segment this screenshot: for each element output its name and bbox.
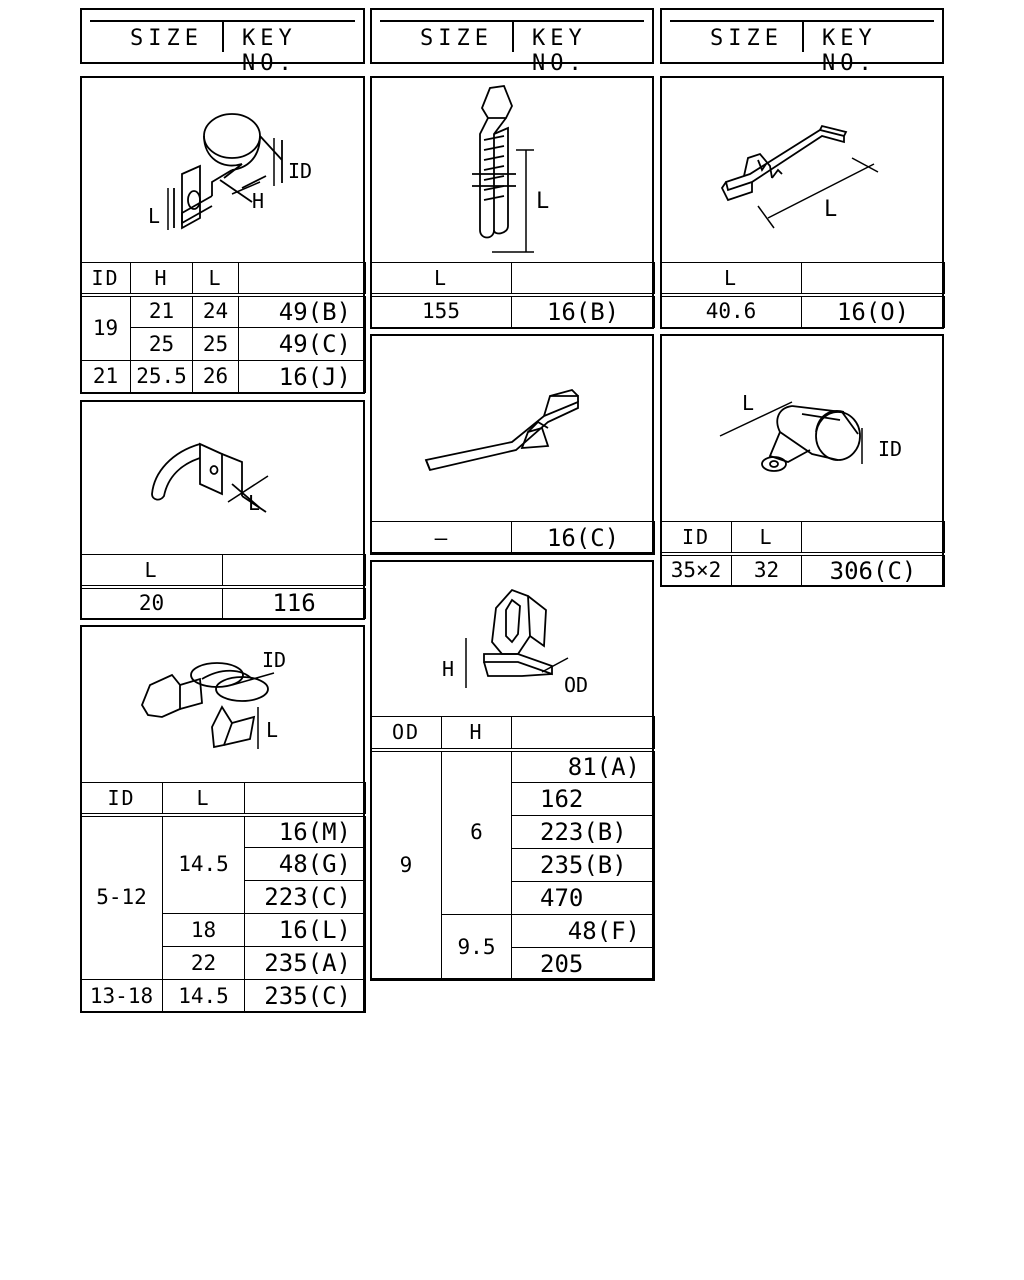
clamp-f-id-label: ID — [878, 437, 903, 461]
cell-l: 155 — [371, 295, 512, 328]
cell-id: 21 — [81, 361, 131, 393]
cell-size: — — [371, 522, 512, 555]
col-header: H — [442, 717, 512, 750]
cell-key: 16(B) — [512, 295, 655, 328]
clamp-g-l-label: L — [266, 718, 279, 742]
cell-id: 5-12 — [81, 815, 163, 980]
cell-key: 16(C) — [512, 522, 655, 555]
cell-key: 49(B) — [239, 295, 366, 328]
clamp-f-drawing — [662, 336, 942, 522]
header-key-label: KEY NO. — [822, 26, 877, 76]
cell-key: 235(C) — [245, 980, 366, 1013]
clamp-a-l-label: L — [148, 204, 161, 228]
col-header — [802, 263, 945, 295]
cell-l: 20 — [81, 587, 223, 619]
cell-l: 22 — [163, 947, 245, 980]
clamp-d-drawing — [82, 402, 363, 552]
col-header — [512, 263, 655, 295]
cell-key: 223(B) — [512, 816, 655, 849]
cell-l: 24 — [193, 295, 239, 328]
cell-l: 14.5 — [163, 980, 245, 1013]
col-header — [223, 555, 366, 587]
clamp-d-table — [80, 554, 366, 619]
cell-l: 25 — [193, 328, 239, 361]
cell-key: 235(A) — [245, 947, 366, 980]
cell-key: 81(A) — [512, 750, 655, 783]
cell-h: 9.5 — [442, 915, 512, 981]
header-size-label: SIZE — [130, 26, 203, 51]
header-col-1 — [80, 8, 365, 76]
header-size-label: SIZE — [710, 26, 783, 51]
header-size-label: SIZE — [420, 26, 493, 51]
clamp-h-h-label: H — [442, 657, 455, 681]
cell-h: 21 — [131, 295, 193, 328]
cell-h: 6 — [442, 750, 512, 915]
cell-id: 35×2 — [661, 554, 732, 587]
col-header: L — [661, 263, 802, 295]
clamp-h-drawing — [372, 562, 652, 718]
clamp-f-table — [660, 521, 945, 587]
cell-key: 48(G) — [245, 848, 366, 881]
clamp-a-h-label: H — [252, 189, 265, 213]
clamp-g-drawing — [82, 627, 363, 783]
clamp-a-id-label: ID — [288, 159, 313, 183]
col-header: L — [193, 263, 239, 295]
header-divider — [802, 22, 804, 52]
col-header: ID — [661, 522, 732, 554]
clamp-h-od-label: OD — [564, 673, 589, 697]
cell-key: 116 — [223, 587, 366, 619]
cell-h: 25.5 — [131, 361, 193, 393]
cell-id: 13-18 — [81, 980, 163, 1013]
col-header: L — [371, 263, 512, 295]
col-header: H — [131, 263, 193, 295]
cell-key: 16(O) — [802, 295, 945, 328]
cell-key: 205 — [512, 948, 655, 981]
cell-key: 16(J) — [239, 361, 366, 393]
col-header — [245, 783, 366, 815]
clamp-f-l-label: L — [742, 391, 755, 415]
cell-l: 40.6 — [661, 295, 802, 328]
col-header: L — [81, 555, 223, 587]
col-header: OD — [371, 717, 442, 750]
clamp-d-l-label: L — [248, 491, 261, 515]
col-header: L — [163, 783, 245, 815]
cell-key: 470 — [512, 882, 655, 915]
header-divider — [512, 22, 514, 52]
cell-key: 162 — [512, 783, 655, 816]
col-header: ID — [81, 783, 163, 815]
cell-l: 26 — [193, 361, 239, 393]
cell-key: 49(C) — [239, 328, 366, 361]
cell-key: 16(M) — [245, 815, 366, 848]
col-header: ID — [81, 263, 131, 295]
cell-l: 32 — [732, 554, 802, 587]
header-key-label: KEY NO. — [242, 26, 297, 76]
header-key-label: KEY NO. — [532, 26, 587, 76]
clamp-h-table — [370, 716, 655, 981]
clamp-b-table — [370, 262, 655, 328]
clamp-a-table — [80, 262, 366, 393]
cell-l: 14.5 — [163, 815, 245, 914]
clamp-e-drawing — [372, 336, 652, 522]
clamp-c-drawing — [662, 78, 942, 263]
clamp-b-drawing — [372, 78, 652, 263]
header-col-3 — [660, 8, 944, 76]
cell-l: 18 — [163, 914, 245, 947]
col-header — [512, 717, 655, 750]
clamp-a-drawing — [82, 78, 363, 263]
clamp-g-id-label: ID — [262, 648, 287, 672]
clamp-c-table — [660, 262, 945, 328]
clamp-b-l-label: L — [536, 189, 550, 214]
cell-key: 235(B) — [512, 849, 655, 882]
cell-key: 306(C) — [802, 554, 945, 587]
header-col-2 — [370, 8, 654, 76]
cell-id: 19 — [81, 295, 131, 361]
cell-key: 16(L) — [245, 914, 366, 947]
clamp-c-l-label: L — [824, 197, 838, 222]
col-header — [802, 522, 945, 554]
cell-od: 9 — [371, 750, 442, 981]
cell-key: 223(C) — [245, 881, 366, 914]
col-header — [239, 263, 366, 295]
clamp-g-table — [80, 782, 366, 1013]
cell-h: 25 — [131, 328, 193, 361]
header-divider — [222, 22, 224, 52]
cell-key: 48(F) — [512, 915, 655, 948]
col-header: L — [732, 522, 802, 554]
clamp-e-table — [370, 521, 655, 555]
